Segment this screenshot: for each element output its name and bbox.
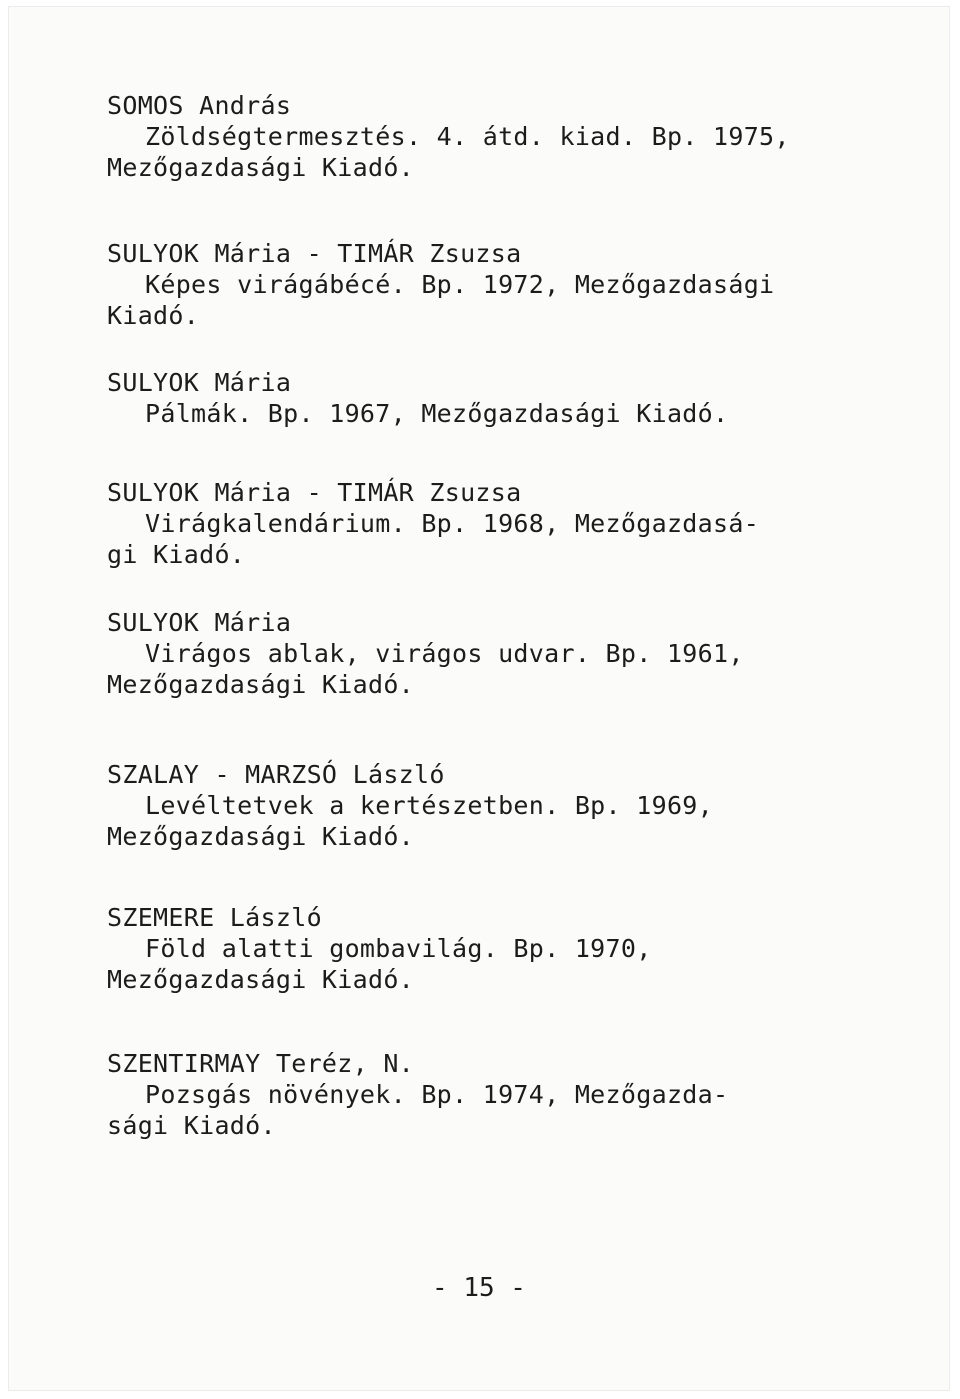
bibliography-entry [107,902,907,995]
bibliography-entry [107,759,907,852]
bibliography-entry [107,1048,907,1141]
entry-continuation-line: Mezőgazdasági Kiadó. [107,670,415,699]
entry-title-line: Föld alatti gombavilág. Bp. 1970, [145,934,652,963]
bibliography-entry [107,367,907,429]
entry-title-line: Virágos ablak, virágos udvar. Bp. 1961, [145,639,744,668]
entry-continuation-line: Mezőgazdasági Kiadó. [107,153,415,182]
entry-author: SULYOK Mária [107,608,292,637]
entry-author: SZENTIRMAY Teréz, N. [107,1049,415,1078]
entry-title-line: Zöldségtermesztés. 4. átd. kiad. Bp. 1975, [145,122,790,151]
entry-continuation-line: Mezőgazdasági Kiadó. [107,965,415,994]
entry-author: SZEMERE László [107,903,322,932]
entry-continuation-line: Mezőgazdasági Kiadó. [107,822,415,851]
bibliography-entry [107,238,907,331]
entry-author: SULYOK Mária [107,368,292,397]
entry-continuation-line: sági Kiadó. [107,1111,276,1140]
entry-continuation-line: gi Kiadó. [107,540,246,569]
bibliography-list [9,7,949,1390]
entry-continuation-line: Kiadó. [107,301,200,330]
entry-title-line: Levéltetvek a kertészetben. Bp. 1969, [145,791,713,820]
page-number: - 15 - [432,1273,526,1303]
entry-author: SZALAY - MARZSÓ László [107,760,445,789]
entry-title-line: Pálmák. Bp. 1967, Mezőgazdasági Kiadó. [145,399,729,428]
entry-title-line: Képes virágábécé. Bp. 1972, Mezőgazdasági [145,270,775,299]
bibliography-entry [107,477,907,570]
bibliography-entry [107,90,907,183]
document-page [8,6,950,1391]
entry-title-line: Pozsgás növények. Bp. 1974, Mezőgazda- [145,1080,729,1109]
entry-title-line: Virágkalendárium. Bp. 1968, Mezőgazdasá- [145,509,760,538]
bibliography-entry [107,607,907,700]
entry-author: SOMOS András [107,91,292,120]
entry-author: SULYOK Mária - TIMÁR Zsuzsa [107,478,522,507]
entry-author: SULYOK Mária - TIMÁR Zsuzsa [107,239,522,268]
